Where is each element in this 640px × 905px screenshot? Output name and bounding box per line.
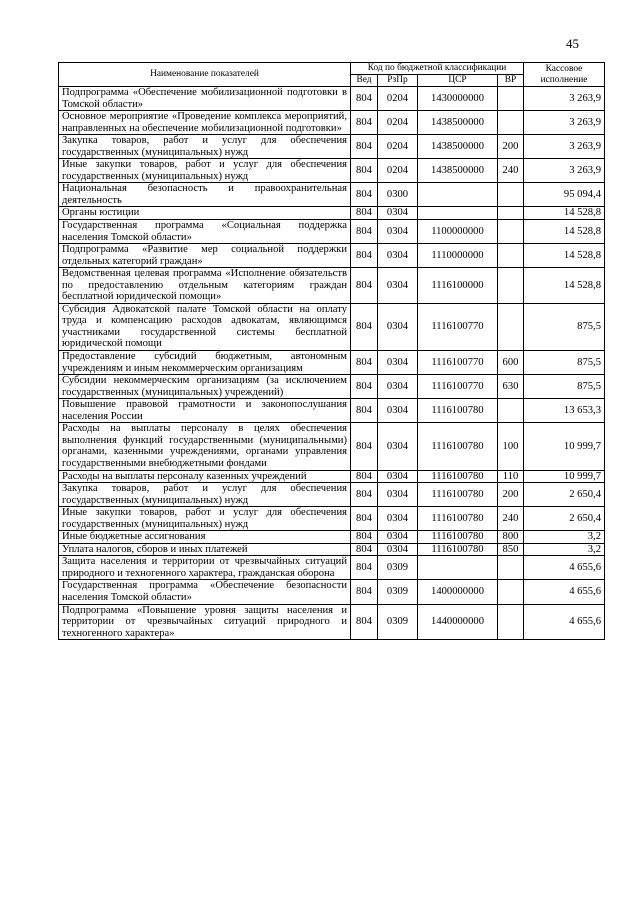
cell-rzpr: 0304: [378, 207, 418, 220]
table-row: [59, 580, 605, 604]
cell-rzpr: 0304: [378, 507, 418, 531]
cell-vr: [498, 220, 524, 244]
cell-sum: 95 094,4: [524, 183, 605, 207]
table-row: [59, 375, 605, 399]
cell-vr: 240: [498, 507, 524, 531]
cell-csr: 1116100770: [418, 375, 498, 399]
cell-rzpr: 0304: [378, 220, 418, 244]
cell-ved: 804: [351, 303, 378, 350]
cell-vr: [498, 580, 524, 604]
cell-csr: 1116100770: [418, 351, 498, 375]
cell-rzpr: 0309: [378, 556, 418, 580]
cell-vr: [498, 244, 524, 268]
cell-sum: 10 999,7: [524, 470, 605, 483]
cell-rzpr: 0304: [378, 375, 418, 399]
cell-sum: 14 528,8: [524, 268, 605, 304]
cell-vr: 200: [498, 483, 524, 507]
cell-sum: 3 263,9: [524, 111, 605, 135]
cell-name: Субсидии некоммерческим организациям (за исключением государственных (муниципальных) учреждений): [59, 375, 351, 399]
table-row: [59, 220, 605, 244]
cell-vr: 600: [498, 351, 524, 375]
cell-csr: 1110000000: [418, 244, 498, 268]
cell-vr: [498, 604, 524, 640]
cell-rzpr: 0204: [378, 159, 418, 183]
cell-csr: [418, 556, 498, 580]
cell-ved: 804: [351, 244, 378, 268]
cell-name: Органы юстиции: [59, 207, 351, 220]
cell-name: Предоставление субсидий бюджетным, автономным учреждениям и иным некоммерческим организациям: [59, 351, 351, 375]
cell-ved: 804: [351, 580, 378, 604]
cell-name: Повышение правовой грамотности и законопослушания населения России: [59, 399, 351, 423]
cell-rzpr: 0304: [378, 531, 418, 544]
budget-table: [58, 62, 605, 640]
cell-name: Иные бюджетные ассигнования: [59, 531, 351, 544]
cell-ved: 804: [351, 183, 378, 207]
cell-vr: 800: [498, 531, 524, 544]
cell-name: Защита населения и территории от чрезвычайных ситуаций природного и техногенного характера, гражданская оборона: [59, 556, 351, 580]
cell-sum: 3,2: [524, 543, 605, 556]
cell-vr: 200: [498, 135, 524, 159]
table-row: [59, 303, 605, 350]
cell-name: Расходы на выплаты персоналу в целях обеспечения выполнения функций государственными (муниципальными) органами, казенными учреждениями, органами управления государственными внебюджетными фондами: [59, 423, 351, 470]
cell-sum: 14 528,8: [524, 220, 605, 244]
cell-ved: 804: [351, 87, 378, 111]
table-row: [59, 483, 605, 507]
cell-ved: 804: [351, 483, 378, 507]
cell-vr: [498, 556, 524, 580]
cell-name: Подпрограмма «Развитие мер социальной поддержки отдельных категорий граждан»: [59, 244, 351, 268]
header-code-group: Код по бюджетной классификации: [351, 63, 524, 75]
cell-name: Государственная программа «Обеспечение безопасности населения Томской области»: [59, 580, 351, 604]
table-row: [59, 111, 605, 135]
table-row: [59, 159, 605, 183]
cell-vr: [498, 87, 524, 111]
cell-vr: [498, 111, 524, 135]
cell-ved: 804: [351, 423, 378, 470]
cell-sum: 14 528,8: [524, 244, 605, 268]
cell-sum: 875,5: [524, 351, 605, 375]
cell-csr: 1116100780: [418, 543, 498, 556]
cell-rzpr: 0304: [378, 423, 418, 470]
table-row: [59, 135, 605, 159]
cell-csr: 1116100780: [418, 531, 498, 544]
header-csr: ЦСР: [418, 75, 498, 87]
cell-vr: [498, 303, 524, 350]
cell-vr: [498, 268, 524, 304]
cell-rzpr: 0304: [378, 303, 418, 350]
cell-rzpr: 0304: [378, 470, 418, 483]
table-row: [59, 207, 605, 220]
table-row: [59, 87, 605, 111]
cell-sum: 2 650,4: [524, 507, 605, 531]
cell-csr: [418, 183, 498, 207]
cell-sum: 14 528,8: [524, 207, 605, 220]
cell-ved: 804: [351, 375, 378, 399]
cell-sum: 4 655,6: [524, 556, 605, 580]
table-header: [59, 63, 605, 87]
cell-csr: 1438500000: [418, 135, 498, 159]
cell-name: Иные закупки товаров, работ и услуг для обеспечения государственных (муниципальных) нужд: [59, 159, 351, 183]
cell-vr: 110: [498, 470, 524, 483]
cell-name: Ведомственная целевая программа «Исполнение обязательств по предоставлению отдельным категориям граждан бесплатной юридической помощи»: [59, 268, 351, 304]
cell-sum: 4 655,6: [524, 604, 605, 640]
table-row: [59, 423, 605, 470]
table-row: [59, 470, 605, 483]
cell-vr: 100: [498, 423, 524, 470]
cell-vr: [498, 399, 524, 423]
cell-vr: [498, 183, 524, 207]
cell-sum: 3 263,9: [524, 87, 605, 111]
cell-csr: 1116100780: [418, 423, 498, 470]
cell-sum: 10 999,7: [524, 423, 605, 470]
cell-csr: 1116100780: [418, 470, 498, 483]
table-row: [59, 543, 605, 556]
cell-ved: 804: [351, 556, 378, 580]
cell-name: Закупка товаров, работ и услуг для обеспечения государственных (муниципальных) нужд: [59, 483, 351, 507]
table-row: [59, 183, 605, 207]
table-row: [59, 351, 605, 375]
cell-name: Государственная программа «Социальная поддержка населения Томской области»: [59, 220, 351, 244]
header-sum: Кассовое исполнение: [524, 63, 605, 87]
table-row: [59, 244, 605, 268]
cell-vr: [498, 207, 524, 220]
cell-name: Расходы на выплаты персоналу казенных учреждений: [59, 470, 351, 483]
cell-name: Уплата налогов, сборов и иных платежей: [59, 543, 351, 556]
cell-sum: 2 650,4: [524, 483, 605, 507]
cell-sum: 3 263,9: [524, 159, 605, 183]
cell-rzpr: 0304: [378, 244, 418, 268]
cell-name: Подпрограмма «Обеспечение мобилизационной подготовки в Томской области»: [59, 87, 351, 111]
cell-name: Подпрограмма «Повышение уровня защиты населения и территории от чрезвычайных ситуаций природного и техногенного характера»: [59, 604, 351, 640]
cell-ved: 804: [351, 220, 378, 244]
cell-csr: 1438500000: [418, 159, 498, 183]
cell-name: Субсидия Адвокатской палате Томской области на оплату труда и компенсацию расходов адвокатам, являющимся участниками государственной системы бесплатной юридической помощи: [59, 303, 351, 350]
cell-ved: 804: [351, 268, 378, 304]
header-vr: ВР: [498, 75, 524, 87]
cell-name: Основное мероприятие «Проведение комплекса мероприятий, направленных на обеспечение мобилизационной подготовки»: [59, 111, 351, 135]
cell-ved: 804: [351, 604, 378, 640]
cell-sum: 13 653,3: [524, 399, 605, 423]
cell-rzpr: 0304: [378, 483, 418, 507]
cell-sum: 3 263,9: [524, 135, 605, 159]
cell-rzpr: 0300: [378, 183, 418, 207]
cell-rzpr: 0204: [378, 87, 418, 111]
cell-csr: 1116100000: [418, 268, 498, 304]
cell-ved: 804: [351, 507, 378, 531]
cell-rzpr: 0304: [378, 399, 418, 423]
table-row: [59, 556, 605, 580]
cell-rzpr: 0304: [378, 351, 418, 375]
cell-ved: 804: [351, 351, 378, 375]
table-body: [59, 87, 605, 640]
cell-sum: 875,5: [524, 375, 605, 399]
table-row: [59, 531, 605, 544]
header-rzpr: РзПр: [378, 75, 418, 87]
cell-csr: 1438500000: [418, 111, 498, 135]
page-number: 45: [566, 36, 579, 51]
cell-ved: 804: [351, 111, 378, 135]
cell-vr: 850: [498, 543, 524, 556]
cell-csr: 1116100780: [418, 507, 498, 531]
cell-rzpr: 0309: [378, 604, 418, 640]
cell-sum: 3,2: [524, 531, 605, 544]
header-name: Наименование показателей: [59, 63, 351, 87]
cell-csr: [418, 207, 498, 220]
cell-csr: 1430000000: [418, 87, 498, 111]
cell-name: Национальная безопасность и правоохранительная деятельность: [59, 183, 351, 207]
table-row: [59, 604, 605, 640]
table-row: [59, 399, 605, 423]
cell-rzpr: 0309: [378, 580, 418, 604]
table-row: [59, 268, 605, 304]
cell-ved: 804: [351, 135, 378, 159]
cell-ved: 804: [351, 399, 378, 423]
cell-csr: 1116100780: [418, 399, 498, 423]
cell-sum: 875,5: [524, 303, 605, 350]
cell-rzpr: 0304: [378, 268, 418, 304]
cell-csr: 1116100780: [418, 483, 498, 507]
cell-rzpr: 0304: [378, 543, 418, 556]
cell-name: Иные закупки товаров, работ и услуг для обеспечения государственных (муниципальных) нужд: [59, 507, 351, 531]
cell-ved: 804: [351, 207, 378, 220]
cell-csr: 1440000000: [418, 604, 498, 640]
cell-csr: 1400000000: [418, 580, 498, 604]
header-ved: Вед: [351, 75, 378, 87]
cell-ved: 804: [351, 159, 378, 183]
cell-ved: 804: [351, 531, 378, 544]
cell-ved: 804: [351, 543, 378, 556]
cell-sum: 4 655,6: [524, 580, 605, 604]
table-row: [59, 507, 605, 531]
cell-name: Закупка товаров, работ и услуг для обеспечения государственных (муниципальных) нужд: [59, 135, 351, 159]
cell-vr: 240: [498, 159, 524, 183]
cell-rzpr: 0204: [378, 135, 418, 159]
cell-vr: 630: [498, 375, 524, 399]
cell-rzpr: 0204: [378, 111, 418, 135]
cell-csr: 1100000000: [418, 220, 498, 244]
cell-csr: 1116100770: [418, 303, 498, 350]
cell-ved: 804: [351, 470, 378, 483]
